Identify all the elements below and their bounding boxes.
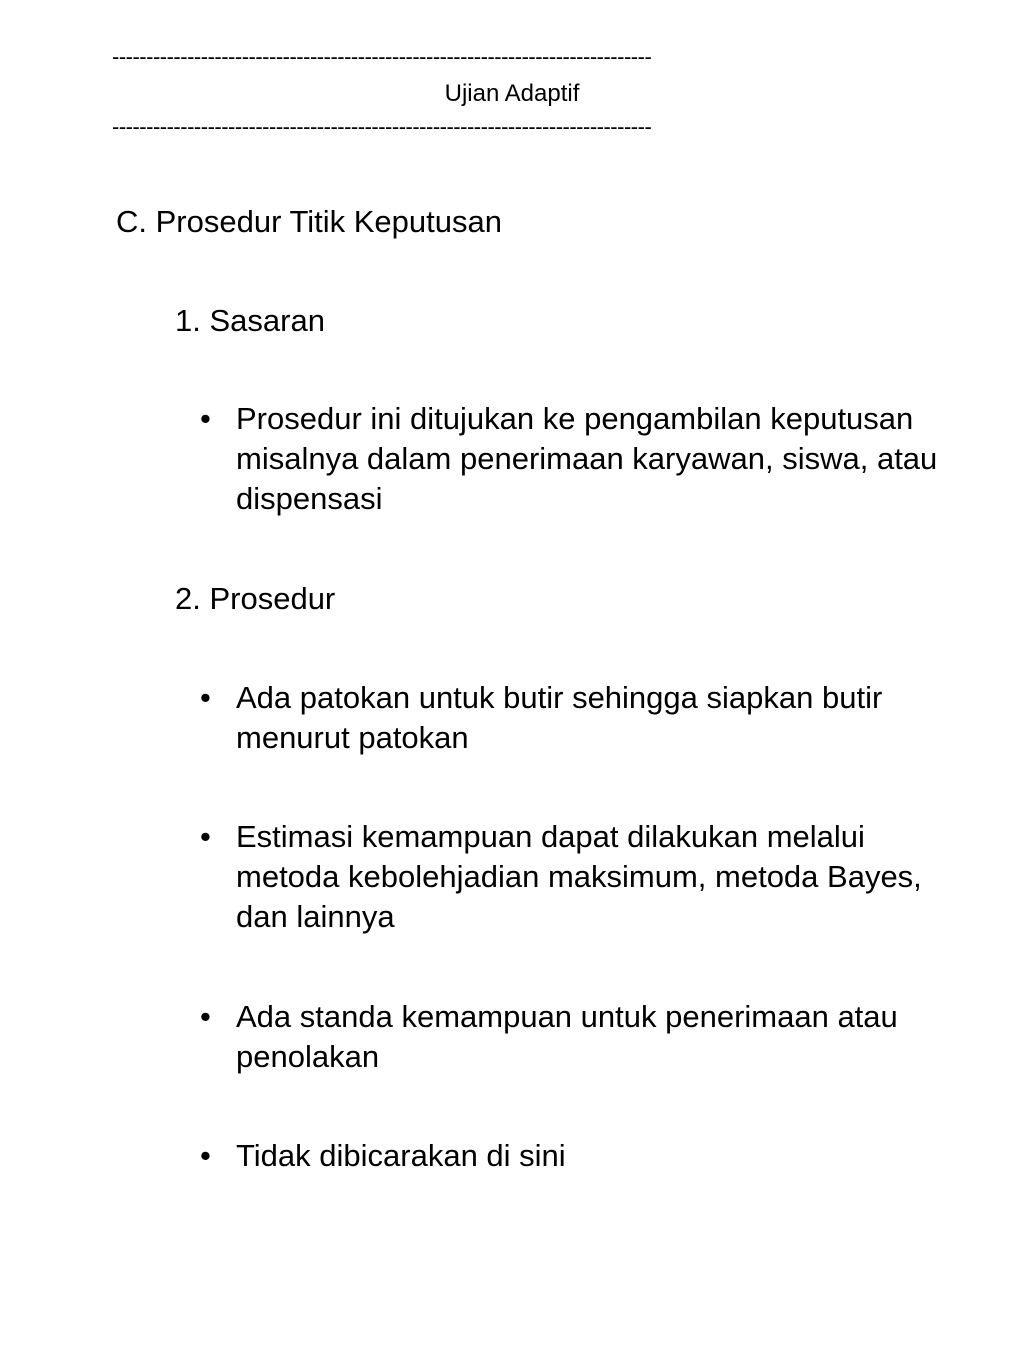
list-item [200,678,960,758]
bullet-icon: • [200,1138,211,1173]
subheading-sasaran: 1. Sasaran [175,303,325,338]
document-title: Ujian Adaptif [444,80,580,107]
list-item [200,399,960,519]
bullet-icon: • [200,819,211,854]
header-divider-top: ------------------------------------------------------------------------------- [112,44,652,69]
list-item [200,997,960,1077]
list-item [200,1136,960,1176]
bullet-icon: • [200,999,211,1034]
bullet-text: Prosedur ini ditujukan ke pengambilan keputusan misalnya dalam penerimaan karyawan, siswa, atau dispensasi [236,401,938,516]
subheading-prosedur: 2. Prosedur [175,581,336,616]
page-header [0,44,1024,140]
bullet-text: Ada standa kemampuan untuk penerimaan atau penolakan [236,999,898,1074]
bullet-text: Estimasi kemampuan dapat dilakukan melalui metoda kebolehjadian maksimum, metoda Bayes, dan lainnya [236,819,922,934]
header-divider-bottom: ------------------------------------------------------------------------------- [112,114,652,139]
bullet-text: Tidak dibicarakan di sini [236,1138,566,1173]
section-heading: C. Prosedur Titik Keputusan [116,204,502,239]
bullet-icon: • [200,401,211,436]
bullet-text: Ada patokan untuk butir sehingga siapkan butir menurut patokan [236,680,883,755]
bullet-icon: • [200,680,211,715]
list-item [200,817,960,937]
